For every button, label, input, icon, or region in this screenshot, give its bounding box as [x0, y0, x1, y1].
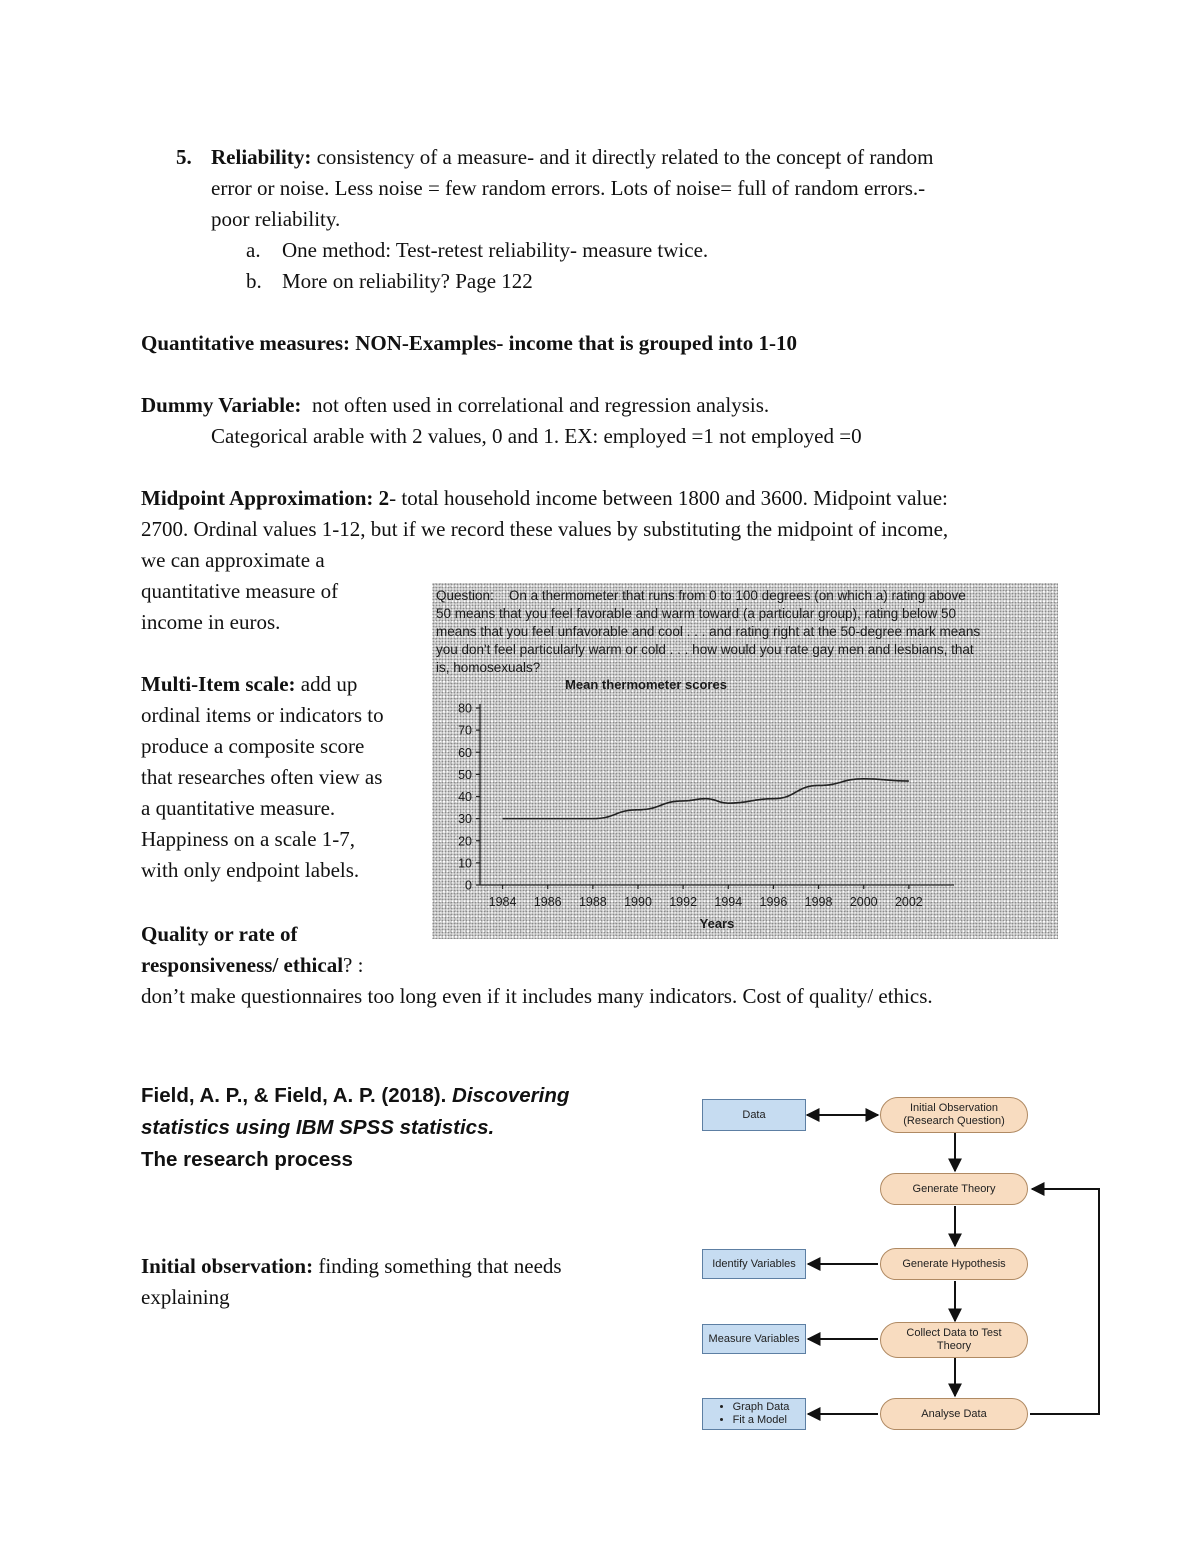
box-data: Data	[702, 1099, 806, 1131]
multi-line-6: Happiness on a scale 1-7,	[141, 827, 356, 851]
x-tick-label: 2002	[894, 895, 923, 909]
question-line: means that you feel unfavorable and cool . . . and rating right at the 50-degree mark means	[436, 624, 981, 639]
sub-item-text: More on reliability? Page 122	[282, 269, 533, 293]
arrow-feedback-loop	[1030, 1189, 1099, 1414]
y-tick-label: 70	[458, 723, 472, 738]
midpoint-text: - total household income between 1800 and 3600. Midpoint value:	[389, 486, 948, 510]
x-tick-label: 1998	[804, 895, 833, 909]
initial-term: Initial observation:	[141, 1254, 314, 1278]
thermometer-chart	[432, 583, 1058, 939]
y-tick-label: 50	[458, 767, 472, 782]
quality-term-1: Quality or rate of	[141, 922, 298, 946]
x-tick-label: 1986	[533, 895, 562, 909]
box-label: Theory	[936, 1340, 972, 1352]
quantitative-heading: Quantitative measures: NON-Examples- income that is grouped into 1-10	[141, 331, 798, 355]
y-tick-label: 20	[458, 834, 472, 849]
midpoint-line-4: quantitative measure of	[141, 579, 339, 603]
midpoint-term: Midpoint Approximation: 2	[141, 486, 390, 510]
y-tick-label: 40	[458, 790, 472, 804]
multi-line-3: produce a composite score	[141, 734, 365, 758]
dummy-term: Dummy Variable:	[141, 393, 302, 417]
initial-line-2: explaining	[141, 1285, 230, 1309]
quality-line-2	[141, 950, 363, 981]
multi-line-1	[141, 669, 357, 700]
citation-authors: Field, A. P., & Field, A. P. (2018).	[141, 1084, 447, 1107]
reliability-line-2: error or noise. Less noise = few random errors. Lots of noise= full of random errors.-	[211, 176, 926, 200]
question-line: 50 means that you feel favorable and warm toward (a particular group), rating below 50	[436, 606, 957, 621]
x-tick-label: 1996	[759, 895, 788, 909]
graph-fit-list	[719, 1401, 790, 1427]
multi-term: Multi-Item scale:	[141, 672, 296, 696]
thermometer-figure	[432, 583, 1058, 939]
question-line: is, homosexuals?	[436, 660, 541, 675]
citation-subtitle: The research process	[141, 1148, 353, 1171]
box-label: Initial Observation	[909, 1102, 999, 1114]
box-initial-observation	[880, 1097, 1028, 1133]
midpoint-line-3: we can approximate a	[141, 548, 325, 572]
reliability-text-1: consistency of a measure- and it directly related to the concept of random	[316, 145, 934, 169]
multi-text: add up	[300, 672, 358, 696]
reliability-term: Reliability:	[211, 145, 312, 169]
box-identify-variables: Identify Variables	[702, 1249, 806, 1279]
citation-title-a: Discovering	[452, 1084, 570, 1107]
initial-text: finding something that needs	[318, 1254, 562, 1278]
sub-item-letter: a.	[246, 238, 261, 262]
quality-text: don’t make questionnaires too long even if it includes many indicators. Cost of quality/ ethics.	[141, 984, 933, 1008]
initial-line-1	[141, 1251, 562, 1282]
question-label: Question:	[436, 588, 494, 603]
box-collect-data	[880, 1322, 1028, 1358]
box-label: (Research Question)	[903, 1115, 1005, 1127]
dummy-line-1	[141, 390, 769, 421]
y-tick-label: 0	[465, 878, 472, 893]
box-analyse-data: Analyse Data	[880, 1398, 1028, 1430]
box-measure-variables: Measure Variables	[702, 1324, 806, 1354]
quality-term-2: responsiveness/ ethical	[141, 953, 344, 977]
y-tick-label: 30	[458, 812, 472, 827]
multi-line-2: ordinal items or indicators to	[141, 703, 384, 727]
multi-line-7: with only endpoint labels.	[141, 858, 360, 882]
sub-item-letter: b.	[246, 269, 262, 293]
list-number: 5.	[176, 145, 192, 169]
list-item: • Fit a Model	[733, 1414, 790, 1427]
x-axis-label: Years	[699, 916, 735, 931]
research-process-diagram	[690, 1085, 1110, 1445]
reliability-line-3: poor reliability.	[211, 207, 341, 231]
x-tick-label: 2000	[849, 895, 878, 909]
box-generate-theory: Generate Theory	[880, 1173, 1028, 1205]
y-tick-label: 10	[458, 856, 472, 871]
citation-line-1	[141, 1080, 569, 1112]
dummy-text: not often used in correlational and regression analysis.	[311, 393, 770, 417]
dummy-line-2: Categorical arable with 2 values, 0 and 1. EX: employed =1 not employed =0	[211, 424, 862, 448]
x-tick-label: 1992	[669, 895, 698, 909]
box-generate-hypothesis: Generate Hypothesis	[880, 1248, 1028, 1280]
y-tick-label: 80	[458, 701, 472, 716]
question-line: On a thermometer that runs from 0 to 100 degrees (on which a) rating above	[508, 588, 966, 603]
quality-suffix: ? :	[343, 953, 364, 977]
box-label: Collect Data to Test	[906, 1327, 1002, 1339]
midpoint-line-1	[141, 483, 948, 514]
midpoint-line-2: 2700. Ordinal values 1-12, but if we record these values by substituting the midpoint of income,	[141, 517, 949, 541]
series-line	[503, 779, 909, 819]
multi-line-4: that researches often view as	[141, 765, 383, 789]
chart-title: Mean thermometer scores	[565, 677, 727, 692]
box-graph-fit	[702, 1398, 806, 1430]
y-tick-label: 60	[458, 745, 472, 760]
citation-line-2	[141, 1112, 494, 1144]
citation-title-b: statistics using IBM SPSS statistics.	[141, 1116, 495, 1139]
sub-item-text: One method: Test-retest reliability- measure twice.	[282, 238, 709, 262]
reliability-line-1	[211, 142, 1051, 173]
midpoint-line-5: income in euros.	[141, 610, 281, 634]
x-tick-label: 1988	[578, 895, 607, 909]
multi-line-5: a quantitative measure.	[141, 796, 336, 820]
x-tick-label: 1990	[624, 895, 652, 909]
list-item: • Graph Data	[733, 1401, 790, 1414]
x-tick-label: 1994	[714, 895, 743, 909]
x-tick-label: 1984	[488, 895, 517, 909]
question-line: you don't feel particularly warm or cold . . . how would you rate gay men and lesbians, that	[436, 642, 974, 657]
